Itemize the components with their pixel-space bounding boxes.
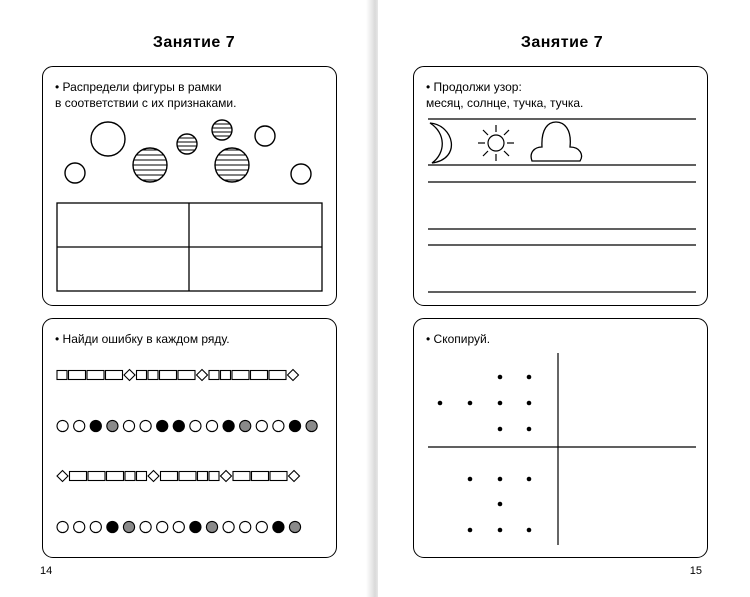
- row3-shape: [148, 471, 159, 482]
- row1-shape: [87, 371, 104, 380]
- copy-dots-card: [413, 318, 708, 558]
- row4-circle: [123, 521, 134, 532]
- row3-shape: [88, 472, 105, 481]
- cloud-icon: [531, 122, 581, 161]
- row1-shape: [269, 371, 286, 380]
- sort-shapes-card: [42, 66, 337, 306]
- row3-shape: [209, 472, 219, 481]
- row4-circle: [173, 521, 184, 532]
- row2-circle: [223, 420, 234, 431]
- row1-shape: [288, 370, 299, 381]
- row3-shape: [179, 472, 196, 481]
- row1-shape: [178, 371, 195, 380]
- left-page-title: Занятие 7: [152, 34, 236, 51]
- row3-shape: [198, 472, 208, 481]
- row4-circle: [157, 521, 168, 532]
- row4-circle: [74, 521, 85, 532]
- row4-circle: [256, 521, 267, 532]
- row3-shape: [137, 472, 147, 481]
- small-striped-circle-right: [212, 120, 232, 140]
- row4-circle: [206, 521, 217, 532]
- pattern-rows: [43, 319, 338, 559]
- sun-icon: [478, 125, 514, 161]
- row3-shape: [125, 472, 135, 481]
- small-striped-circle-left: [177, 134, 197, 154]
- pattern-writing-lines: [414, 67, 709, 307]
- sorting-frames: [57, 203, 322, 291]
- row2-circle: [306, 420, 317, 431]
- row1-shape: [69, 371, 86, 380]
- large-white-circle: [91, 122, 125, 156]
- row2-circle: [57, 420, 68, 431]
- row1-shape: [148, 371, 158, 380]
- small-white-circle-left: [65, 163, 85, 183]
- continue-pattern-instruction: • Продолжи узор: месяц, солнце, тучка, тучка.: [426, 80, 584, 110]
- row2-circle: [107, 420, 118, 431]
- left-page-number: 14: [40, 565, 53, 577]
- row3-shape: [252, 472, 269, 481]
- row3-shape: [233, 472, 250, 481]
- row4-circle: [190, 521, 201, 532]
- shapes-illustration: [43, 67, 338, 307]
- row4-circle: [289, 521, 300, 532]
- left-page: [0, 0, 372, 597]
- row1-shape: [197, 370, 208, 381]
- row3-shape: [270, 472, 287, 481]
- row1-shape: [137, 371, 147, 380]
- row2-circle: [273, 420, 284, 431]
- right-page-number: 15: [689, 565, 702, 577]
- row1-shape: [160, 371, 177, 380]
- moon-icon: [430, 123, 451, 163]
- row3-shape: [161, 472, 178, 481]
- row3-shape: [289, 471, 300, 482]
- row4-circle: [223, 521, 234, 532]
- right-page-title: Занятие 7: [520, 34, 604, 51]
- row4-circle: [57, 521, 68, 532]
- find-mistake-card: [42, 318, 337, 558]
- row2-circle: [140, 420, 151, 431]
- row3-shape: [107, 472, 124, 481]
- row1-shape: [209, 371, 219, 380]
- row2-circle: [157, 420, 168, 431]
- dot-copy-grid: [414, 319, 709, 559]
- row1-shape: [232, 371, 249, 380]
- small-white-circle-right: [291, 164, 311, 184]
- copy-dots-instruction: • Скопируй.: [426, 332, 491, 346]
- row3-shape: [57, 471, 68, 482]
- row1-shape: [251, 371, 268, 380]
- row1-shape: [124, 370, 135, 381]
- row2-circle: [173, 420, 184, 431]
- row2-circle: [256, 420, 267, 431]
- row2-circle: [206, 420, 217, 431]
- row2-circle: [123, 420, 134, 431]
- row4-circle: [240, 521, 251, 532]
- row4-circle: [90, 521, 101, 532]
- row2-circle: [289, 420, 300, 431]
- row4-circle: [273, 521, 284, 532]
- row1-shape: [221, 371, 231, 380]
- right-page: [378, 0, 750, 597]
- row2-circle: [90, 420, 101, 431]
- row4-circle: [107, 521, 118, 532]
- row2-circle: [74, 420, 85, 431]
- row4-circle: [140, 521, 151, 532]
- row2-circle: [190, 420, 201, 431]
- sort-shapes-instruction: • Распредели фигуры в рамки в соответствии с их признаками.: [55, 80, 237, 110]
- row3-shape: [221, 471, 232, 482]
- small-white-circle-mid: [255, 126, 275, 146]
- row1-shape: [57, 371, 67, 380]
- row3-shape: [70, 472, 87, 481]
- row1-shape: [106, 371, 123, 380]
- continue-pattern-card: [413, 66, 708, 306]
- row2-circle: [240, 420, 251, 431]
- find-mistake-instruction: • Найди ошибку в каждом ряду.: [55, 332, 230, 346]
